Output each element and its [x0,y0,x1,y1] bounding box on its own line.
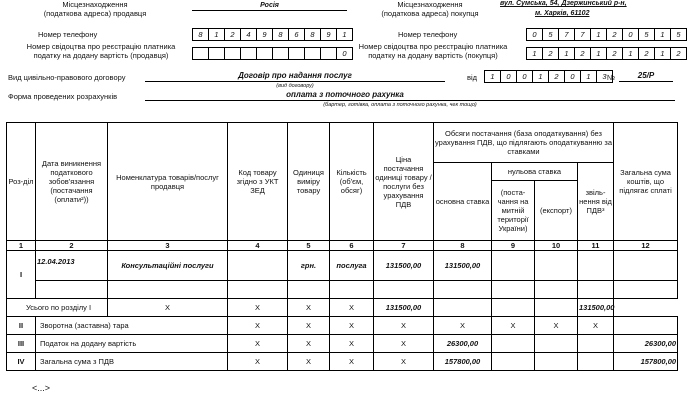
col9-value: Х [492,317,535,335]
column-number: 8 [434,241,492,251]
col10-value: Х [535,317,578,335]
seller-cert-digit [320,47,337,60]
contract-date-digit: 1 [484,70,501,83]
base-value: 131500,00 [374,299,434,317]
buyer-cert-label: Номер свідоцтва про реєстрацію платника податку на додану вартість (покупця) [358,42,508,60]
col-header-base-rate: основна ставка [434,163,492,241]
empty-cell [535,281,578,299]
empty-cell [578,281,614,299]
row-label: Загальна сума з ПДВ [36,353,228,371]
buyer-phone-digit: 2 [606,28,623,41]
seller-phone-digit: 4 [240,28,257,41]
row-label: Податок на додану вартість [36,335,228,353]
empty-cell [330,281,374,299]
buyer-cert-digit: 1 [526,47,543,60]
seller-phone-digit: 8 [272,28,289,41]
empty-cell [228,281,288,299]
col10-value [535,335,578,353]
total-value: 131500,00 [578,299,614,317]
empty-cell [492,251,535,281]
section-number: I [7,251,36,299]
seller-cert-digit [192,47,209,60]
buyer-cert-digit: 2 [574,47,591,60]
col-header-zero-rate: нульова ставка [492,163,578,181]
buyer-cert-digit: 2 [542,47,559,60]
column-number: 4 [228,241,288,251]
x-mark: Х [228,317,288,335]
seller-cert-digit [256,47,273,60]
seller-cert-digit [288,47,305,60]
summary-row [7,353,678,371]
buyer-cert-digit: 2 [670,47,687,60]
buyer-phone-digit: 5 [670,28,687,41]
empty-cell [374,281,434,299]
item-quantity: послуга [330,251,374,281]
buyer-cert-digit: 1 [590,47,607,60]
section-number: IV [7,353,36,371]
col11-value: Х [578,317,614,335]
col9-value [434,299,492,317]
col-header-quantity: Кількість (об'єм, обсяг) [330,123,374,241]
seller-phone-digit: 8 [192,28,209,41]
buyer-cert-digit: 1 [622,47,639,60]
item-date: 12.04.2013 [36,251,108,281]
col-header-price: Ціна постачання одиниці товару / послуги без урахування ПДВ [374,123,434,241]
col9-value [492,353,535,371]
buyer-location-label: Місцезнаходження (податкова адреса) покупця [381,0,479,18]
item-name: Консультаційні послуги [108,251,228,281]
seller-phone-label: Номер телефону [38,30,98,39]
empty-cell [535,251,578,281]
summary-row [7,299,678,317]
contract-date-digit: 0 [564,70,581,83]
col-header-unit: Одиниця виміру товару [288,123,330,241]
empty-cell [578,251,614,281]
x-mark: Х [288,317,330,335]
x-mark: Х [288,299,330,317]
contract-date-digit: 2 [548,70,565,83]
column-number: 5 [288,241,330,251]
seller-cert-label: Номер свідоцтва про реєстрацію платника податку на додану вартість (продавця) [26,42,176,60]
contract-date-label: від [467,73,478,82]
empty-cell [36,281,108,299]
seller-phone-digit: 2 [224,28,241,41]
x-mark: Х [330,335,374,353]
buyer-phone-cells [526,28,686,41]
item-base: 131500,00 [434,251,492,281]
base-value: Х [434,317,492,335]
x-mark: Х [374,335,434,353]
contract-date-digit: 1 [532,70,549,83]
seller-phone-digit: 9 [256,28,273,41]
payment-form-hint: (бартер, готівка, оплата з поточного рахунка, чек тощо) [323,102,477,108]
empty-cell [108,281,228,299]
buyer-cert-digit: 2 [606,47,623,60]
invoice-table [6,122,678,371]
summary-row [7,335,678,353]
contract-type-hint: (вид договору) [276,83,314,89]
buyer-phone-digit: 0 [526,28,543,41]
column-number: 10 [535,241,578,251]
x-mark: Х [330,317,374,335]
item-price: 131500,00 [374,251,434,281]
total-value [614,317,678,335]
seller-phone-digit: 8 [304,28,321,41]
buyer-location-value-2: м. Харків, 61102 [535,10,590,17]
seller-phone-cells [192,28,352,41]
empty-cell [492,281,535,299]
col-header-exempt: звіль-нення від ПДВ³ [578,163,614,241]
column-number: 7 [374,241,434,251]
col-header-section: Роз-діл [7,123,36,241]
row-label: Зворотна (заставна) тара [36,317,228,335]
contract-date-digit: 3 [596,70,613,83]
x-mark: Х [374,353,434,371]
buyer-cert-digit: 2 [638,47,655,60]
x-mark: Х [108,299,228,317]
contract-number-label: № [607,73,616,82]
section-number: III [7,335,36,353]
contract-type-value: Договір про надання послуг [238,71,352,80]
seller-location-value: Росія [260,2,279,9]
seller-phone-digit: 9 [320,28,337,41]
column-number: 11 [578,241,614,251]
payment-form-value: оплата з поточного рахунка [286,90,404,99]
buyer-phone-digit: 5 [542,28,559,41]
x-mark: Х [330,299,374,317]
col10-value [492,299,535,317]
seller-cert-digit [304,47,321,60]
seller-cert-digit [272,47,289,60]
table-row [7,251,678,281]
col-header-total: Загальна сума коштів, що підлягає сплаті [614,123,678,241]
buyer-cert-digit: 1 [558,47,575,60]
ellipsis: <...> [32,383,51,393]
contract-date-digit: 0 [500,70,517,83]
x-mark: Х [374,317,434,335]
col11-value [578,335,614,353]
empty-cell [288,281,330,299]
row-label: Усього по розділу I [7,299,108,317]
x-mark: Х [288,335,330,353]
buyer-phone-digit: 0 [622,28,639,41]
buyer-phone-digit: 5 [638,28,655,41]
total-value: 26300,00 [614,335,678,353]
seller-phone-digit: 1 [336,28,353,41]
buyer-phone-digit: 7 [558,28,575,41]
buyer-phone-label: Номер телефону [398,30,458,39]
contract-type-label: Вид цивільно-правового договору [8,73,126,82]
col-header-zero-customs: (поста-чання на митній території України) [492,181,535,241]
empty-cell [434,281,492,299]
item-unit: грн. [288,251,330,281]
contract-number-value: 25/Р [637,71,655,80]
seller-cert-digit [208,47,225,60]
x-mark: Х [228,299,288,317]
buyer-phone-digit: 1 [590,28,607,41]
column-number: 1 [7,241,36,251]
col-header-nomenclature: Номенклатура товарів/послуг продавця [108,123,228,241]
col-header-volumes: Обсяги постачання (база оподаткування) без урахування ПДВ, що підлягають оподаткуванню за ставками [434,123,614,163]
x-mark: Х [330,353,374,371]
base-value: 26300,00 [434,335,492,353]
total-value: 157800,00 [614,353,678,371]
empty-cell [614,251,678,281]
buyer-cert-digit: 1 [654,47,671,60]
column-number: 6 [330,241,374,251]
col9-value [492,335,535,353]
base-value: 157800,00 [434,353,492,371]
seller-cert-digit [224,47,241,60]
buyer-location-value-1: вул. Сумська, 54, Дзержинський р-н, [500,0,627,7]
buyer-cert-cells [526,47,686,60]
seller-cert-digit [240,47,257,60]
col-header-code: Код товару згідно з УКТ ЗЕД [228,123,288,241]
section-number: II [7,317,36,335]
seller-cert-digit: 0 [336,47,353,60]
seller-location-label: Місцезнаходження (податкова адреса) продавця [43,0,147,18]
payment-form-label: Форма проведених розрахунків [8,92,118,101]
item-code [228,251,288,281]
seller-cert-cells [192,47,352,60]
x-mark: Х [228,353,288,371]
x-mark: Х [228,335,288,353]
column-number: 2 [36,241,108,251]
column-number: 12 [614,241,678,251]
x-mark: Х [288,353,330,371]
seller-phone-digit: 6 [288,28,305,41]
col11-value [535,299,578,317]
buyer-phone-digit: 7 [574,28,591,41]
table-row [7,281,678,299]
contract-date-digit: 0 [516,70,533,83]
seller-phone-digit: 1 [208,28,225,41]
contract-date-cells [484,70,612,83]
col11-value [578,353,614,371]
summary-row [7,317,678,335]
col-header-date: Дата виникнення податкового зобов'язання (постачання (оплати²)) [36,123,108,241]
contract-date-digit: 1 [580,70,597,83]
col10-value [535,353,578,371]
buyer-phone-digit: 1 [654,28,671,41]
col-header-zero-export: (експорт) [535,181,578,241]
column-number: 9 [492,241,535,251]
column-number-row [7,241,678,251]
empty-cell [614,281,678,299]
column-number: 3 [108,241,228,251]
